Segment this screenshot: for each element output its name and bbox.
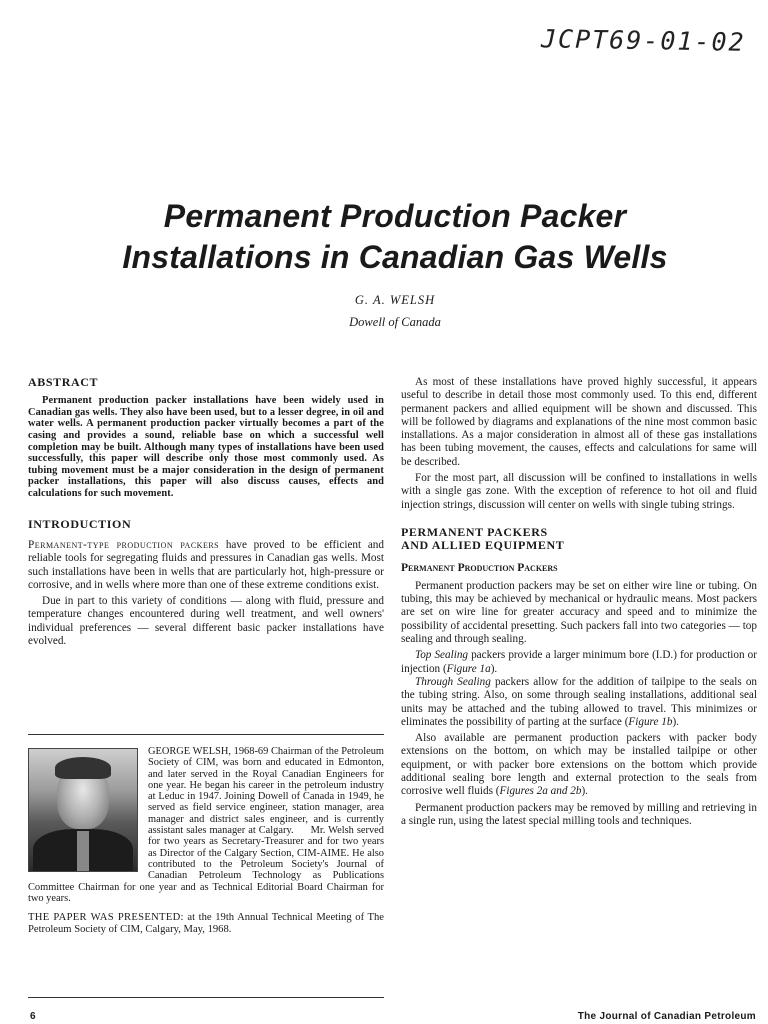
p6-text: Also available are permanent production packers with packer body extensions on the bottom, on which may be installed tailpipe or other equipment, or with packer bore extensions on the bottom which provide additional sealing bore length and external protection to the seals from corrosive well fluids ( <box>401 732 757 798</box>
p4-end: ). <box>490 662 498 675</box>
title-line-2: Installations in Canadian Gas Wells <box>122 239 668 275</box>
right-paragraph-7: Permanent production packers may be removed by milling and retrieving in a single run, using the latest special milling tools and techniques. <box>401 801 757 827</box>
presented-text: at the 19th Annual Technical Meeting of The Petroleum Society of CIM, Calgary, May, 1968. <box>28 912 384 935</box>
figure-1a-ref: Figure 1a <box>446 662 491 675</box>
section-heading-line-2: AND ALLIED EQUIPMENT <box>401 538 565 553</box>
bio-paragraph-1: GEORGE WELSH, 1968-69 Chairman of the Petroleum Society of CIM, was born and educated in Edmonton, and later served in the Royal Canadian Engineers for one year. He began his career in the petroleum industry at Leduc in 1947. Joining Dowell of Canada in 1949, he served as field service engineer, station manager, area manager and district sales engineer, and is currently assistant sales manager at Calgary. <box>148 746 384 837</box>
handwritten-code: JCPT69-01-02 <box>541 24 747 57</box>
right-paragraph-6 <box>401 732 757 798</box>
right-column <box>401 376 757 828</box>
bio-top-rule <box>28 734 384 735</box>
right-paragraph-5 <box>401 676 757 729</box>
author-affiliation: Dowell of Canada <box>349 315 441 329</box>
abstract-paragraph: Permanent production packer installations have been widely used in Canadian gas wells. They also have been used, but to a lesser degree, in oil and water wells. A permanent production packer virtually becomes a part of the casing and provides a sound, reliable base on which a successful well completion may be built. Although many types of installations have been used successfully, this paper will describe only those most commonly used. As tubing movement must be a major consideration in the design of permanent packer installations, this paper will also discuss causes, effects and calculations for such movement. <box>28 395 384 500</box>
bio-paragraph-2: Mr. Welsh served for two years as Secretary-Treasurer and for two years as Director of the Calgary Section, CIM-AIME. He also contributed to the Petroleum Society's Journal of Canadian Petroleum Technology as Publications Committee Chairman for one year and as Technical Editorial Board Chairman for two years. <box>28 825 384 904</box>
footer-rule <box>28 997 384 998</box>
abstract-body <box>28 395 384 499</box>
right-paragraph-4 <box>401 649 757 676</box>
introduction-heading: INTRODUCTION <box>28 516 132 531</box>
section-heading-line-1: PERMANENT PACKERS <box>401 524 548 539</box>
p4-text: packers provide a larger minimum bore (I.D.) for production or injection ( <box>401 649 757 675</box>
author-photo <box>28 748 138 872</box>
right-paragraph-2: For the most part, all discussion will be confined to installations in wells with a single gas zone. With the exception of reference to hot oil and fluid injection strings, discussion will center on wells with single tubing strings. <box>401 472 757 511</box>
top-sealing-term: Top Sealing <box>415 649 469 662</box>
figure-2-ref: Figures 2a and 2b <box>499 785 582 798</box>
journal-name: The Journal of Canadian Petroleum <box>577 1011 756 1022</box>
author-name: G. A. WELSH <box>354 293 436 307</box>
page-number: 6 <box>30 1011 36 1022</box>
right-paragraph-3: Permanent production packers may be set on either wire line or tubing. On tubing, this may be achieved by mechanical or hydraulic means. Most packers are set on wire line for greater accuracy and speed and to minimize the possibility of accidental presetting. Such packers fall into two categories — top sealing and through sealing. <box>401 579 757 646</box>
paper-title <box>30 196 760 278</box>
intro-paragraph-2: Due in part to this variety of conditions — along with fluid, pressure and temperature changes encountered during well treatment, and well owners' individual preferences — several different basic packer installations have evolved. <box>28 595 384 648</box>
p6-end: ). <box>581 785 588 798</box>
left-column <box>28 376 384 648</box>
presented-note <box>28 912 384 935</box>
title-line-1: Permanent Production Packer <box>163 198 627 234</box>
subheading-production-packers: Permanent Production Packers <box>401 561 558 574</box>
presented-lead: THE PAPER WAS PRESENTED: <box>28 912 184 924</box>
author-bio <box>28 746 384 935</box>
intro-lead-in: Permanent-type production packers <box>28 538 220 551</box>
intro-p1-text: have proved to be efficient and reliable tools for segregating fluids and pressures in Canadian gas wells. Most such installations have been in wells that are particularly hot, high-pressure or corrosive, and in wells where more than one of these extreme conditions exist. <box>28 538 384 591</box>
intro-paragraph-1 <box>28 539 384 592</box>
abstract-heading: ABSTRACT <box>28 375 99 389</box>
right-paragraph-1: As most of these installations have proved highly successful, it appears useful to describe in detail those most commonly used. To this end, different permanent packers and allied equipment will be shown and discussed. This will be followed by diagrams and explanations of the nine most common basic installations. As a major consideration in almost all of these gas installations has been tubing movement, the causes, effects and calculations for same will be described. <box>401 376 757 468</box>
figure-1b-ref: Figure 1b <box>628 715 673 728</box>
p5-end: ). <box>672 715 679 728</box>
through-sealing-term: Through Sealing <box>415 675 491 688</box>
p5-text: packers allow for the addition of tailpipe to the seals on the tubing string. Also, on some through sealing installations, additional seal units may be attached and the tubing allowed to travel. This minimizes or eliminates the possibility of parting at the surface ( <box>401 675 758 728</box>
